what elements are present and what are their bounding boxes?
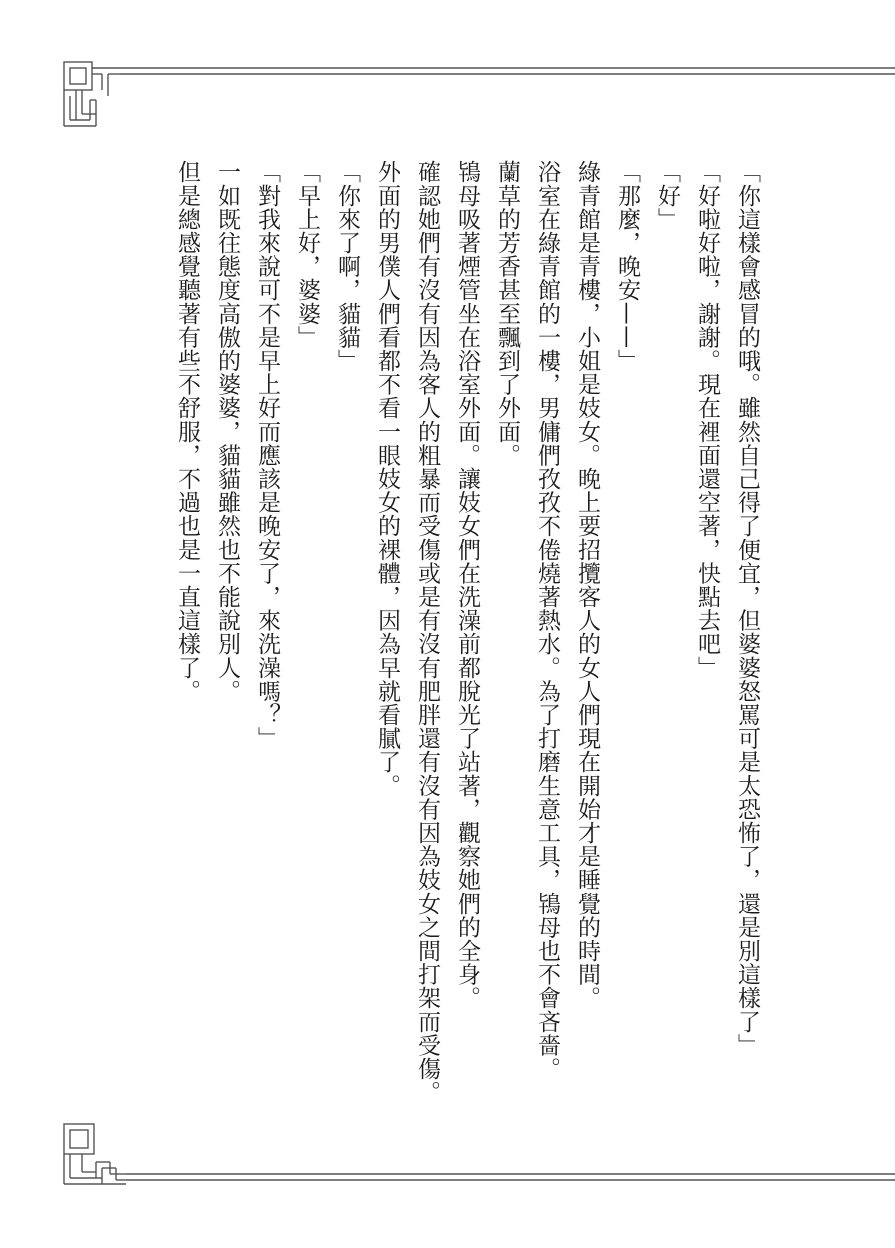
paragraph: 「那麼，晚安——」 (614, 160, 640, 373)
bottom-ornament-border (62, 1118, 895, 1190)
paragraph: 「你來了啊，貓貓」 (334, 160, 360, 373)
paragraph: 外面的男僕人們看都不看一眼妓女的裸體，因為早就看膩了。 (374, 160, 400, 798)
paragraph: 「早上好，婆婆」 (294, 160, 320, 349)
paragraph: 「好啦好啦，謝謝。現在裡面還空著，快點去吧」 (694, 160, 720, 680)
paragraph: 一如既往態度高傲的婆婆，貓貓雖然也不能說別人。 (214, 160, 240, 703)
top-ornament-border (62, 60, 895, 130)
paragraph: 蘭草的芳香甚至飄到了外面。 (494, 160, 520, 467)
paragraph: 「好」 (654, 160, 680, 231)
paragraph: 「你這樣會感冒的哦。雖然自己得了便宜，但婆婆怒罵可是太恐怖了，還是別這樣了」 (734, 160, 760, 1057)
paragraph: 浴室在綠青館的一樓，男傭們孜孜不倦燒著熱水。為了打磨生意工具，鴇母也不會吝嗇。 (534, 160, 560, 1081)
paragraph: 綠青館是青樓，小姐是妓女。晚上要招攬客人的女人們現在開始才是睡覺的時間。 (574, 160, 600, 1010)
paragraph: 確認她們有沒有因為客人的粗暴而受傷或是有沒有肥胖還有沒有因為妓女之間打架而受傷。 (414, 160, 440, 1104)
paragraph: 但是總感覺聽著有些不舒服，不過也是一直這樣了。 (174, 160, 200, 703)
body-text (167, 160, 767, 1120)
paragraph: 「對我來說可不是早上好而應該是晚安了，來洗澡嗎？」 (254, 160, 280, 750)
paragraph: 鴇母吸著煙管坐在浴室外面。讓妓女們在洗澡前都脫光了站著，觀察她們的全身。 (454, 160, 480, 1010)
